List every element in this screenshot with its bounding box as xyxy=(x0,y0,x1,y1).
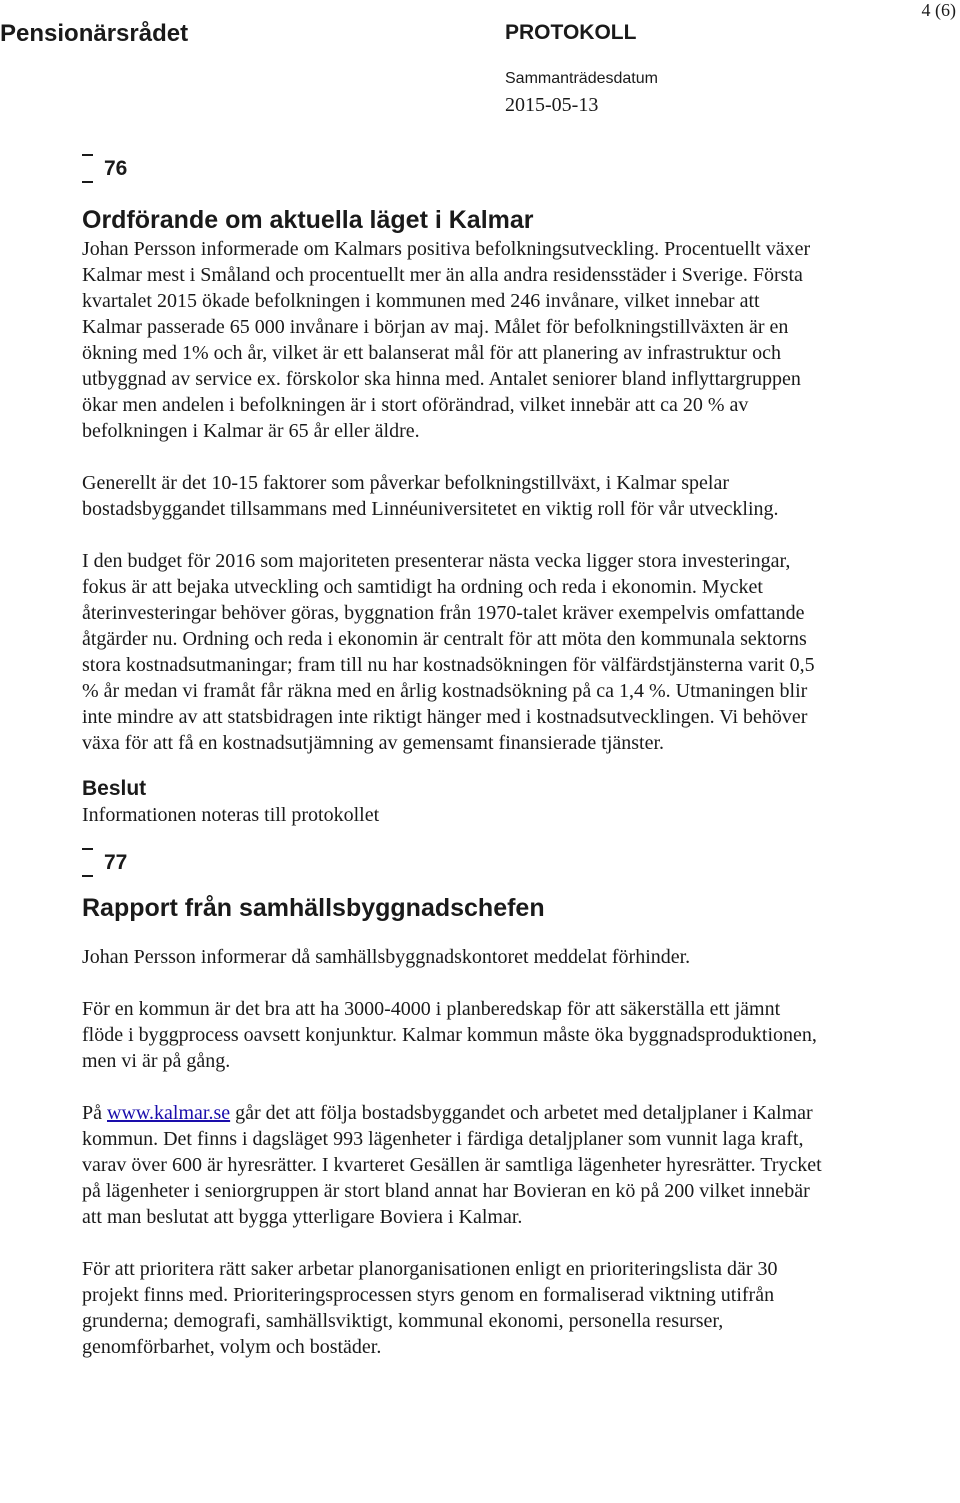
kalmar-website-link[interactable]: www.kalmar.se xyxy=(107,1102,231,1124)
document-type: PROTOKOLL xyxy=(505,21,637,44)
section-77-title: Rapport från samhällsbyggnadschefen xyxy=(82,894,545,922)
section-76-number: 76 xyxy=(82,150,822,184)
paragraph-sign-icon xyxy=(82,848,93,877)
decision-text: Informationen noteras till protokollet xyxy=(82,804,380,826)
page-number: 4 (6) xyxy=(921,0,956,20)
page-header xyxy=(0,0,960,120)
section-76-paragraph: I den budget för 2016 som majoriteten presenterar nästa vecka ligger stora investeringar, fokus är att bejaka utveckling och samtidigt ha ordning och reda i ekonomin. Mycket återinvesteringar behöver göras, byggnation från 1970-talet kräver exempelvis omfattande åtgärder nu. Ordning och reda i ekonomin är centralt för att möta den kommunala sektorns stora kostnadsutmaningar; fram till nu har kostnadsökningen för välfärdstjänsterna varit 0,5 % år medan vi framåt får räkna med en årlig kostnadsökning på ca 1,4 %. Utmaningen blir inte mindre av att statsbidragen inte riktigt hänger med i kostnadsutvecklingen. Vi behöver växa för att få en kostnadsutjämning av gemensamt finansierade tjänster. xyxy=(82,550,815,754)
decision-heading: Beslut xyxy=(82,777,147,800)
section-77-paragraph: På www.kalmar.se går det att följa bostadsbyggandet och arbetet med detaljplaner i Kalmar kommun. Det finns i dagsläget 993 lägenheter i färdiga detaljplaner som vunnit laga kraft, varav över 600 är hyresrätter. I kvarteret Gesällen är samtliga lägenheter hyresrätter. Trycket på lägenheter i seniorgruppen är stort bland annat har Bovieran en kö på 200 vilket innebär att man beslutat att bygga ytterligare Boviera i Kalmar. xyxy=(82,1102,822,1228)
meeting-date: 2015-05-13 xyxy=(505,94,599,116)
section-77-paragraph: Johan Persson informerar då samhällsbyggnadskontoret meddelat förhinder. xyxy=(82,946,691,968)
section-76-title: Ordförande om aktuella läget i Kalmar xyxy=(82,206,534,234)
paragraph-sign-icon xyxy=(82,154,93,183)
section-76-paragraph: Generellt är det 10-15 faktorer som påverkar befolkningstillväxt, i Kalmar spelar bostadsbyggandet tillsammans med Linnéuniversitetet en viktig roll för vår utveckling. xyxy=(82,472,779,520)
section-77-number: 77 xyxy=(82,844,822,878)
meeting-date-label: Sammanträdesdatum xyxy=(505,70,658,87)
section-76-paragraph: Johan Persson informerade om Kalmars positiva befolkningsutveckling. Procentuellt växer Kalmar mest i Småland och procentuellt mer än alla andra residensstäder i Sverige. Första kvartalet 2015 ökade befolkningen i kommunen med 246 invånare, vilket innebar att Kalmar passerade 65 000 invånare i början av maj. Målet för befolkningstillväxten är en ökning med 1% och år, vilket är ett balanserat mål för att planering av infrastruktur och utbyggnad av service ex. förskolor ska hinna med. Antalet seniorer bland inflyttargruppen ökar men andelen i befolkningen är i stort oförändrad, vilket innebär att ca 20 % av befolkningen i Kalmar är 65 år eller äldre. xyxy=(82,238,811,442)
section-77-paragraph: För att prioritera rätt saker arbetar planorganisationen enligt en prioriteringslista där 30 projekt finns med. Prioriteringsprocessen styrs genom en formaliserad viktning utifrån grunderna; demografi, samhällsviktigt, kommunal ekonomi, personella resurser, genomförbarhet, volym och bostäder. xyxy=(82,1258,778,1358)
document-body xyxy=(82,150,822,1360)
organization-name: Pensionärsrådet xyxy=(0,20,189,47)
section-77-paragraph: För en kommun är det bra att ha 3000-4000 i planberedskap för att säkerställa ett jämnt flöde i byggprocess oavsett konjunktur. Kalmar kommun måste öka byggnadsproduktionen, men vi är på gång. xyxy=(82,998,817,1072)
